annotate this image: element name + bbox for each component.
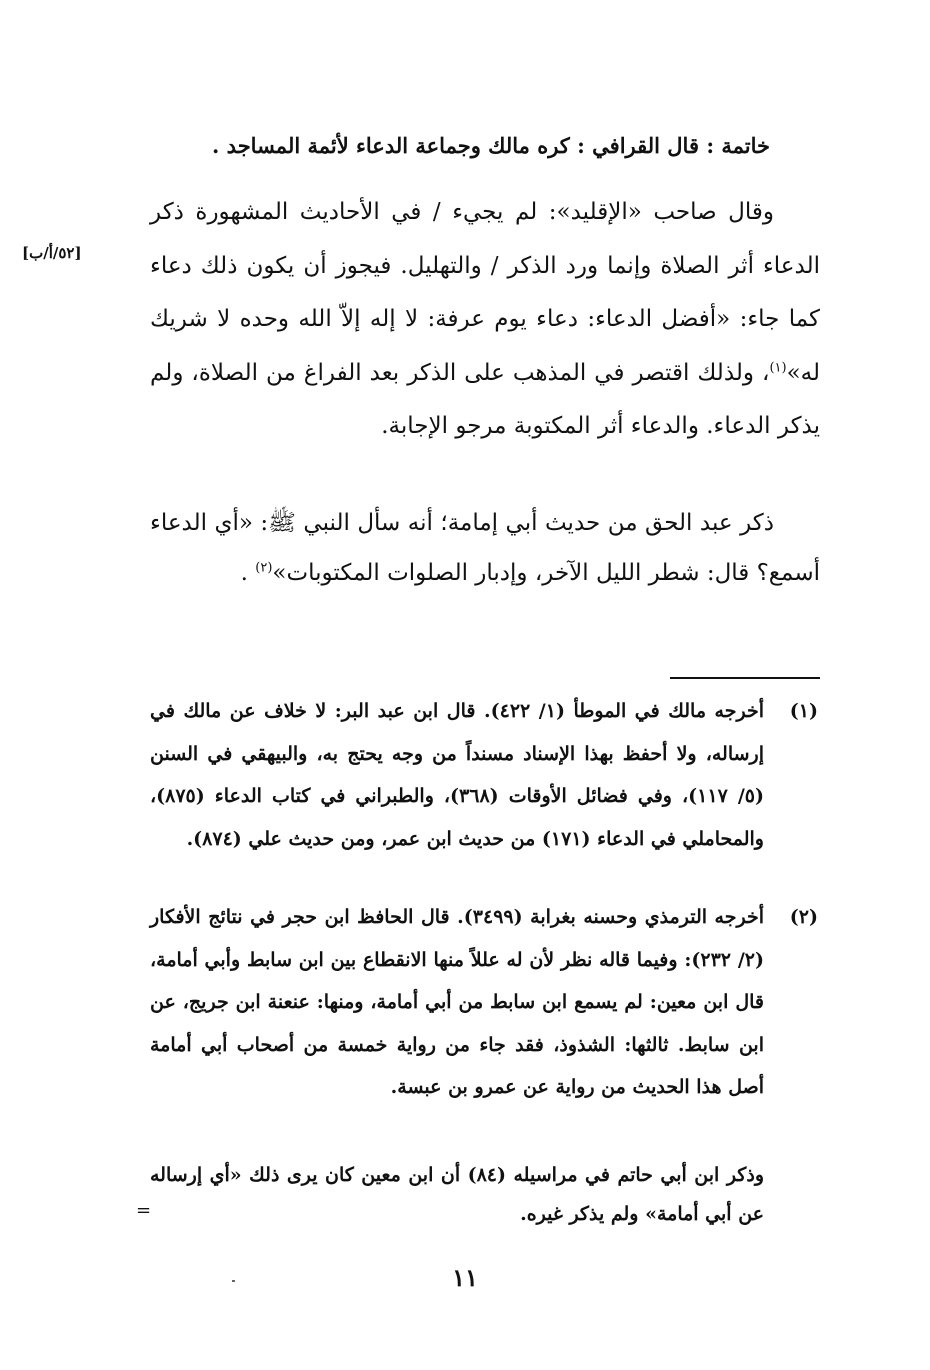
paragraph-2-text: ذكر عبد الحق من حديث أبي إمامة؛ أنه سأل النبي ﷺ: «أي الدعاء أسمع؟ قال: شطر الليل الآخر، وإدبار الصلوات المكتوبات» bbox=[150, 510, 820, 586]
footnote-2-number: (٢) bbox=[789, 906, 818, 928]
closing-note bbox=[150, 128, 770, 164]
scan-speck bbox=[232, 1280, 235, 1282]
paragraph-2-end: . bbox=[240, 560, 248, 586]
footnote-2-continuation bbox=[150, 1156, 818, 1234]
main-paragraph-2 bbox=[150, 498, 820, 598]
main-paragraph-1 bbox=[150, 186, 820, 454]
manuscript-folio-ref: [٥٢/أ/ب] bbox=[22, 244, 82, 262]
footnote-ref-1[interactable]: (١) bbox=[769, 359, 787, 375]
closing-text: قال القرافي : كره مالك وجماعة الدعاء لأئمة المساجد . bbox=[212, 133, 699, 158]
page-number: ١١ bbox=[452, 1263, 478, 1292]
continuation-mark: = bbox=[136, 1200, 152, 1221]
paragraph-1-continuation: ، ولذلك اقتصر في المذهب على الذكر بعد الفراغ من الصلاة، ولم يذكر الدعاء. والدعاء أثر المكتوبة مرجو الإجابة. bbox=[150, 359, 820, 439]
footnote-ref-2[interactable]: (٢) bbox=[255, 560, 273, 576]
footnote-1 bbox=[150, 690, 818, 860]
footnote-2 bbox=[150, 896, 818, 1109]
closing-label: خاتمة : bbox=[706, 133, 770, 158]
footnote-separator bbox=[670, 677, 820, 679]
paragraph-1-text: وقال صاحب «الإقليد»: لم يجيء / في الأحاديث المشهورة ذكر الدعاء أثر الصلاة وإنما ورد الذكر / والتهليل. فيجوز أن يكون ذلك دعاء كما جاء: «أفضل الدعاء: دعاء يوم عرفة: لا إله إلاّ الله وحده لا شريك له» bbox=[150, 199, 820, 386]
footnote-1-text: أخرجه مالك في الموطأ (١/ ٤٢٢). قال ابن عبد البر: لا خلاف عن مالك في إرساله، ولا أحفظ بهذا الإسناد مسنداً من وجه يحتج به، والبيهقي في السنن (٥/ ١١٧)، وفي فضائل الأوقات (٣٦٨)، والطبراني في كتاب الدعاء (٨٧٥)، والمحاملي في الدعاء (١٧١) من حديث ابن عمر، ومن حديث علي (٨٧٤). bbox=[150, 700, 764, 850]
footnote-1-number: (١) bbox=[789, 700, 818, 722]
footnote-2-continuation-text: وذكر ابن أبي حاتم في مراسيله (٨٤) أن ابن معين كان يرى ذلك «أي إرساله عن أبي أمامة» ولم يذكر غيره. bbox=[150, 1164, 764, 1225]
footnote-2-text: أخرجه الترمذي وحسنه بغرابة (٣٤٩٩). قال الحافظ ابن حجر في نتائج الأفكار (٢/ ٢٣٢): وفيما قاله نظر لأن له عللاً منها الانقطاع بين ابن سابط وأبي أمامة، قال ابن معين: لم يسمع ابن سابط من أبي أمامة، ومنها: عنعنة ابن جريج، عن ابن سابط. ثالثها: الشذوذ، فقد جاء من رواية خمسة من أصحاب أبي أمامة أصل هذا الحديث من رواية عن عمرو بن عبسة. bbox=[150, 906, 764, 1098]
